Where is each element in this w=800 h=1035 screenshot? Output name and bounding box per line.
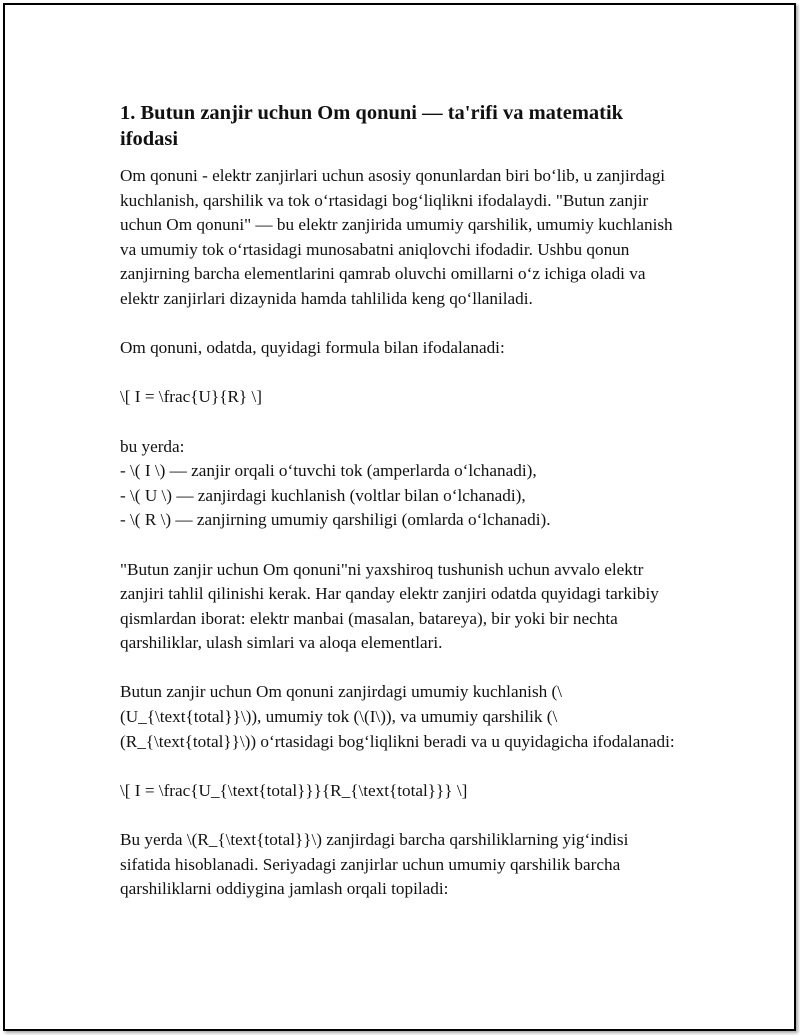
circuit-analysis-paragraph: "Butun zanjir uchun Om qonuni"ni yaxshiroq tushunish uchun avvalo elektr zanjiri tahlil qilinishi kerak. Har qanday elektr zanjiri odatda quyidagi tarkibiy qismlardan iborat: elektr manbai (masalan, batareya), bir yoki bir nechta qarshiliklar, ulash simlari va aloqa elementlari. (120, 559, 659, 653)
section-heading: 1. Butun zanjir uchun Om qonuni — ta'rifi va matematik ifodasi (120, 102, 624, 150)
page-frame (3, 3, 796, 1031)
total-resistance-paragraph: Bu yerda \(R_{\text{total}}\) zanjirdagi barcha qarshiliklarning yig‘indisi sifatida hisoblanadi. Seriyadagi zanjirlar uchun umumiy qarshilik barcha qarshiliklarni oddiygina jamlash orqali topiladi: (120, 830, 629, 899)
formula-basic: \[ I = \frac{U}{R} \] (120, 387, 262, 407)
variable-definitions: bu yerda: - \( I \) — zanjir orqali o‘tuvchi tok (amperlarda o‘lchanadi), - \( U \) — zanjirdagi kuchlanish (voltlar bilan o‘lchanadi), - \( R \) — zanjirning umumiy qarshiligi (omlarda o‘lchanadi). (120, 436, 551, 530)
formula-intro-paragraph: Om qonuni, odatda, quyidagi formula bilan ifodalanadi: (120, 338, 505, 358)
total-relation-paragraph: Butun zanjir uchun Om qonuni zanjirdagi umumiy kuchlanish (\ (U_{\text{total}}\)), umumiy tok (\(I\)), va umumiy qarshilik (\ (R_{\text{total}}\)) o‘rtasidagi bog‘liqlikni beradi va u quyidagicha ifodalanadi: (120, 682, 675, 751)
intro-paragraph: Om qonuni - elektr zanjirlari uchun asosiy qonunlardan biri bo‘lib, u zanjirdagi kuchlanish, qarshilik va tok o‘rtasidagi bog‘liqlikni ifodalaydi. "Butun zanjir uchun Om qonuni" — bu elektr zanjirida umumiy qarshilik, umumiy kuchlanish va umumiy tok o‘rtasidagi munosabatni aniqlovchi ifodadir. Ushbu qonun zanjirning barcha elementlarini qamrab oluvchi omillarni o‘z ichiga oladi va elektr zanjirlari dizaynida hamda tahlilida keng qo‘llaniladi. (120, 166, 673, 308)
document-body (120, 100, 680, 902)
formula-total: \[ I = \frac{U_{\text{total}}}{R_{\text{total}}} \] (120, 780, 468, 800)
